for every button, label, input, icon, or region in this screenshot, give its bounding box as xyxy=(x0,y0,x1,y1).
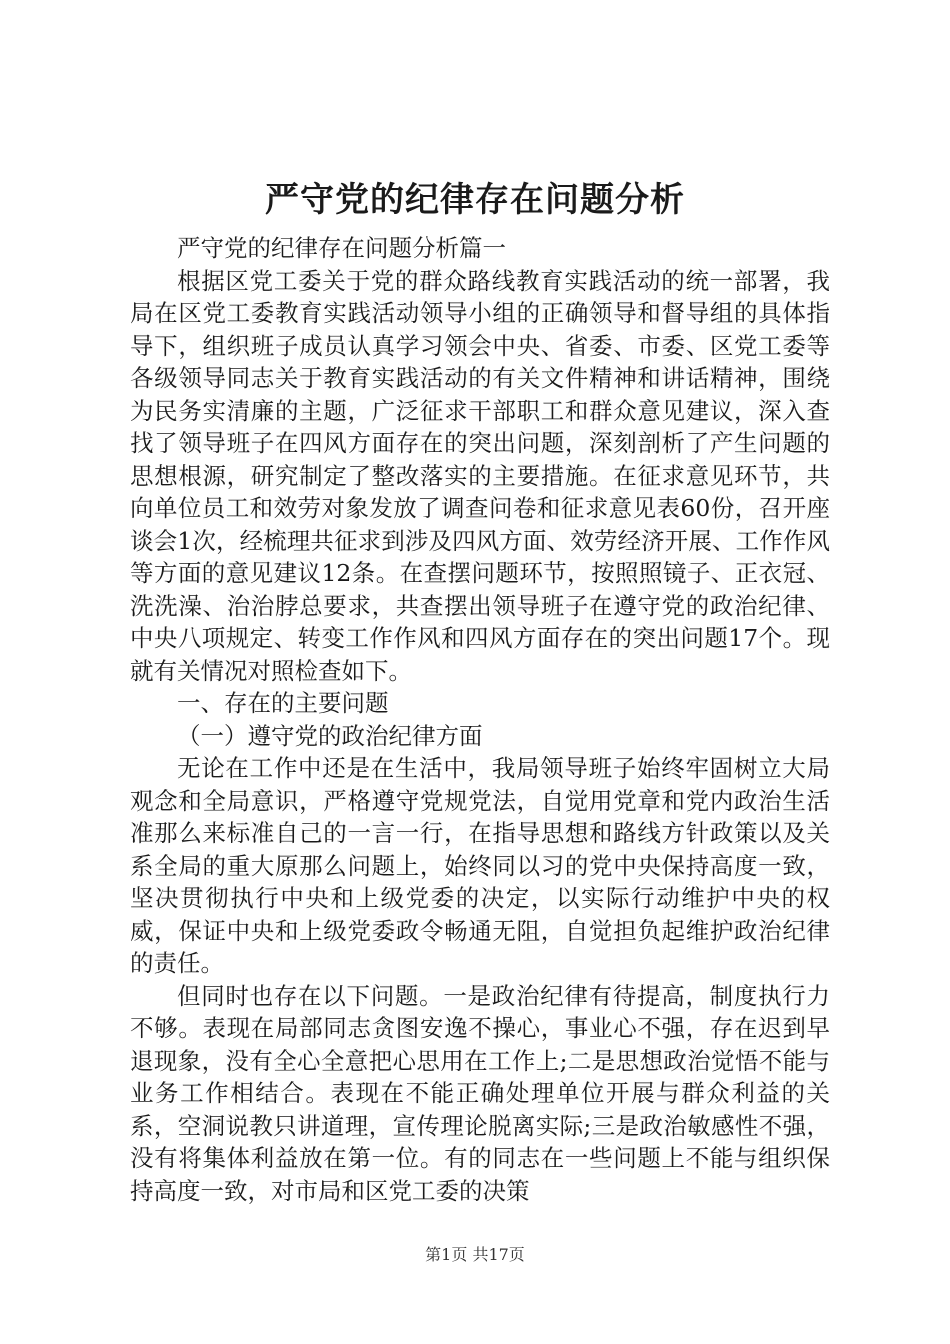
section-subtitle: 严守党的纪律存在问题分析篇一 xyxy=(177,234,506,262)
paragraph-political-discipline: 无论在工作中还是在生活中，我局领导班子始终牢固树立大局观念和全局意识，严格遵守党规党法，自觉用党章和党内政治生活准那么来标准自己的一言一行，在指导思想和路线方针政策以及关系全局的重大原那么问题上，始终同以习的党中央保持高度一致，坚决贯彻执行中央和上级党委的决定，以实际行动维护中央的权威，保证中央和上级党委政令畅通无阻，自觉担负起维护政治纪律的责任。 xyxy=(130,754,830,977)
page-footer: 第1页 共17页 xyxy=(425,1245,525,1264)
subsection-heading: （一）遵守党的政治纪律方面 xyxy=(177,721,483,750)
document-body xyxy=(130,232,830,1207)
section-heading: 一、存在的主要问题 xyxy=(177,689,389,717)
paragraph-problems: 但同时也存在以下问题。一是政治纪律有待提高，制度执行力不够。表现在局部同志贪图安逸不操心，事业心不强，存在迟到早退现象，没有全心全意把心思用在工作上;二是思想政治觉悟不能与业务工作相结合。表现在不能正确处理单位开展与群众利益的关系，空洞说教只讲道理，宣传理论脱离实际;三是政治敏感性不强，没有将集体利益放在第一位。有的同志在一些问题上不能与组织保持高度一致，对市局和区党工委的决策 xyxy=(130,981,830,1205)
paragraph-intro: 根据区党工委关于党的群众路线教育实践活动的统一部署，我局在区党工委教育实践活动领导小组的正确领导和督导组的具体指导下，组织班子成员认真学习领会中央、省委、市委、区党工委等各级领导同志关于教育实践活动的有关文件精神和讲话精神，围绕为民务实清廉的主题，广泛征求干部职工和群众意见建议，深入查找了领导班子在四风方面存在的突出问题，深刻剖析了产生问题的思想根源，研究制定了整改落实的主要措施。在征求意见环节，共向单位员工和效劳对象发放了调查问卷和征求意见表60份，召开座谈会1次，经梳理共征求到涉及四风方面、效劳经济开展、工作作风等方面的意见建议12条。在查摆问题环节，按照照镜子、正衣冠、洗洗澡、治治脖总要求，共查摆出领导班子在遵守党的政治纪律、中央八项规定、转变工作作风和四风方面存在的突出问题17个。现就有关情况对照检查如下。 xyxy=(130,266,830,685)
document-title: 严守党的纪律存在问题分析 xyxy=(265,180,685,220)
